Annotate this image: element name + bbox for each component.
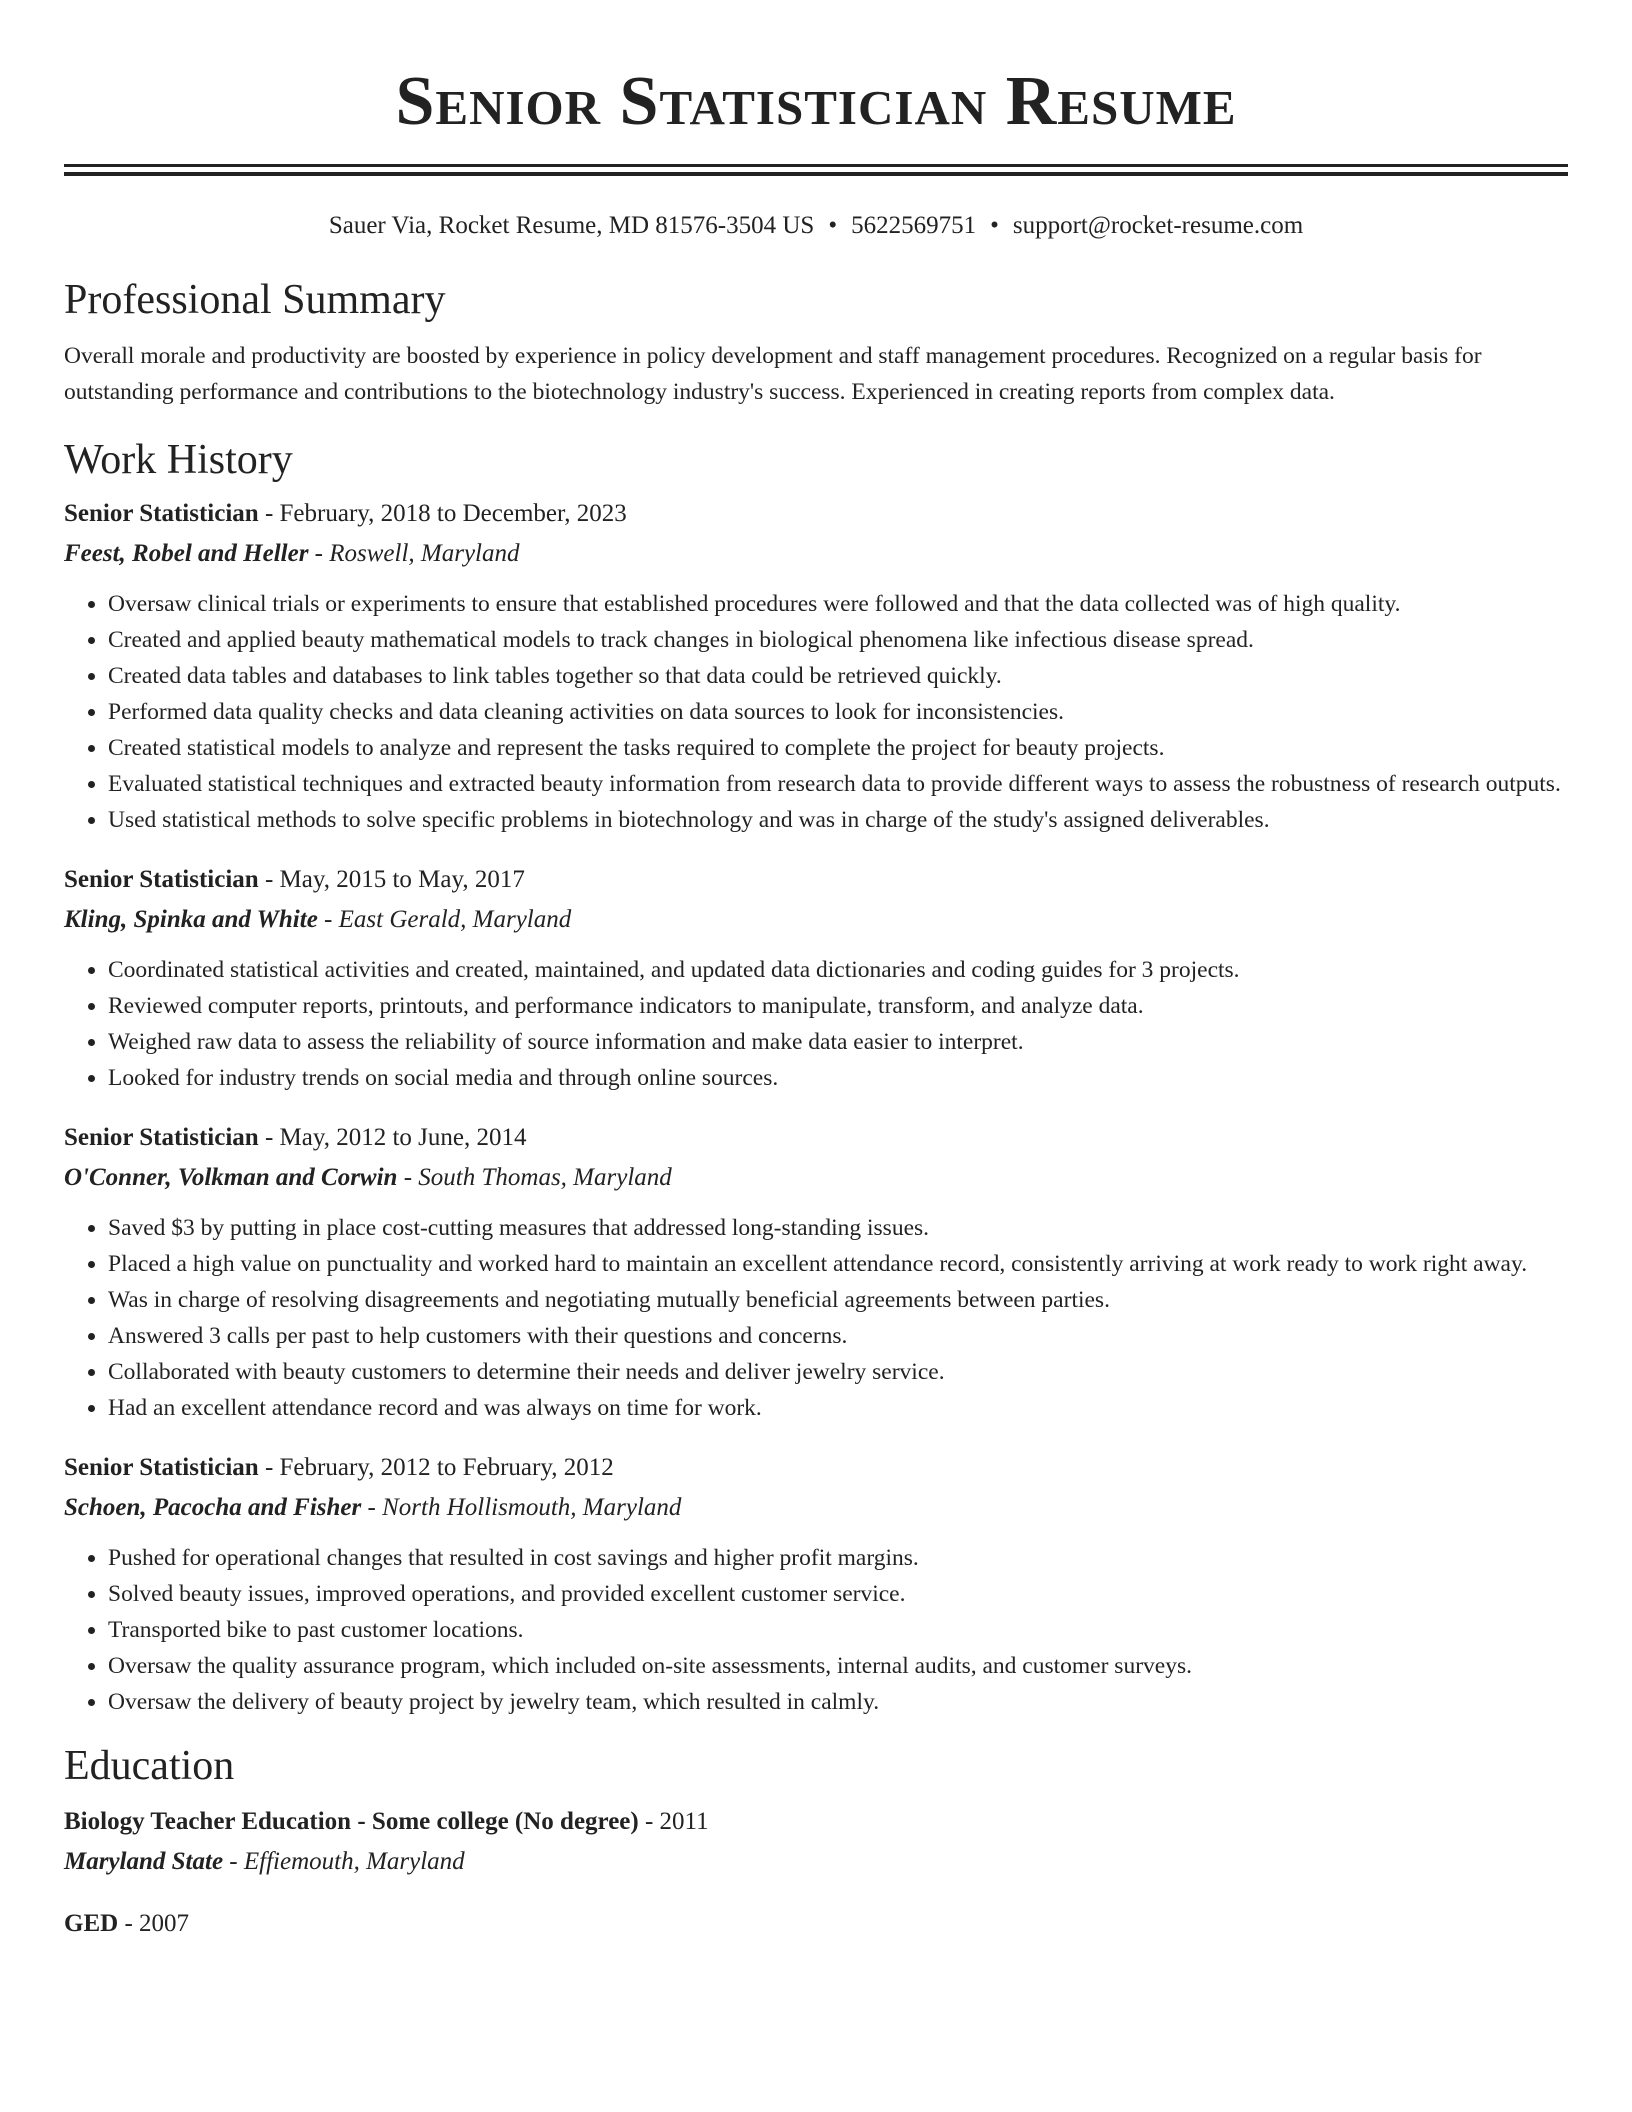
list-item: • Oversaw clinical trials or experiments to ensure that established procedures were followed and that the data collected was of high quality. bbox=[108, 586, 1568, 622]
education-year: - 2007 bbox=[118, 1910, 190, 1937]
education-location: - Effiemouth, Maryland bbox=[223, 1848, 465, 1875]
work-history-list bbox=[64, 494, 1568, 1720]
job-title-line bbox=[64, 860, 1568, 900]
title-divider-bottom bbox=[64, 172, 1568, 176]
title-divider-top bbox=[64, 164, 1568, 167]
job-title-line bbox=[64, 1118, 1568, 1158]
list-item: • Looked for industry trends on social media and through online sources. bbox=[108, 1060, 1568, 1096]
list-item: • Weighed raw data to assess the reliability of source information and make data easier to interpret. bbox=[108, 1024, 1568, 1060]
list-item: • Created and applied beauty mathematical models to track changes in biological phenomena like infectious disease spread. bbox=[108, 622, 1568, 658]
list-item: • Used statistical methods to solve specific problems in biotechnology and was in charge of the study's assigned deliverables. bbox=[108, 802, 1568, 838]
list-item: • Was in charge of resolving disagreements and negotiating mutually beneficial agreements between parties. bbox=[108, 1282, 1568, 1318]
list-item: • Created data tables and databases to link tables together so that data could be retrieved quickly. bbox=[108, 658, 1568, 694]
list-item: • Pushed for operational changes that resulted in cost savings and higher profit margins. bbox=[108, 1540, 1568, 1576]
summary-text: Overall morale and productivity are boosted by experience in policy development and staff management procedures. Recognized on a regular basis for outstanding performance and contributions to the biotechnology industry's success. Experienced in creating reports from complex data. bbox=[64, 343, 1482, 405]
company-location: - South Thomas, Maryland bbox=[397, 1164, 672, 1191]
list-item: • Coordinated statistical activities and created, maintained, and updated data dictionaries and coding guides for 3 projects. bbox=[108, 952, 1568, 988]
list-item: • Transported bike to past customer locations. bbox=[108, 1612, 1568, 1648]
list-item: • Placed a high value on punctuality and worked hard to maintain an excellent attendance record, consistently arriving at work ready to work right away. bbox=[108, 1246, 1568, 1282]
list-item: • Answered 3 calls per past to help customers with their questions and concerns. bbox=[108, 1318, 1568, 1354]
job-bullets bbox=[64, 1540, 1568, 1720]
contact-separator: • bbox=[990, 212, 999, 239]
job-bullets bbox=[64, 586, 1568, 838]
company-name: Kling, Spinka and White bbox=[64, 906, 318, 933]
education-school: Maryland State bbox=[64, 1848, 224, 1875]
work-history-heading: Work History bbox=[64, 437, 293, 483]
contact-phone: 5622569751 bbox=[851, 212, 977, 239]
education-school-line bbox=[64, 1842, 1568, 1882]
job-entry bbox=[64, 1118, 1568, 1426]
company-line bbox=[64, 1158, 1568, 1198]
list-item: • Oversaw the delivery of beauty project by jewelry team, which resulted in calmly. bbox=[108, 1684, 1568, 1720]
job-title-line bbox=[64, 494, 1568, 534]
list-item: • Had an excellent attendance record and was always on time for work. bbox=[108, 1390, 1568, 1426]
company-name: Feest, Robel and Heller bbox=[64, 540, 309, 567]
job-dates: - May, 2015 to May, 2017 bbox=[258, 866, 525, 893]
company-location: - North Hollismouth, Maryland bbox=[361, 1494, 682, 1521]
list-item: • Performed data quality checks and data cleaning activities on data sources to look for inconsistencies. bbox=[108, 694, 1568, 730]
company-location: - East Gerald, Maryland bbox=[317, 906, 572, 933]
company-location: - Roswell, Maryland bbox=[308, 540, 520, 567]
list-item: • Oversaw the quality assurance program, which included on-site assessments, internal audits, and customer surveys. bbox=[108, 1648, 1568, 1684]
job-bullets bbox=[64, 952, 1568, 1096]
list-item: • Reviewed computer reports, printouts, and performance indicators to manipulate, transform, and analyze data. bbox=[108, 988, 1568, 1024]
page-title: Senior Statistician Resume bbox=[395, 63, 1237, 140]
job-title: Senior Statistician bbox=[64, 1454, 259, 1481]
job-dates: - February, 2018 to December, 2023 bbox=[258, 500, 627, 527]
company-name: Schoen, Pacocha and Fisher bbox=[64, 1494, 362, 1521]
job-title: Senior Statistician bbox=[64, 1124, 259, 1151]
education-degree-line bbox=[64, 1802, 1568, 1842]
contact-line bbox=[64, 210, 1568, 242]
education-degree: GED bbox=[64, 1910, 119, 1937]
education-entry bbox=[64, 1802, 1568, 1882]
list-item: • Collaborated with beauty customers to determine their needs and deliver jewelry service. bbox=[108, 1354, 1568, 1390]
job-entry bbox=[64, 860, 1568, 1096]
list-item: • Solved beauty issues, improved operations, and provided excellent customer service. bbox=[108, 1576, 1568, 1612]
job-title: Senior Statistician bbox=[64, 500, 259, 527]
education-heading: Education bbox=[64, 1743, 235, 1789]
job-bullets bbox=[64, 1210, 1568, 1426]
company-line bbox=[64, 534, 1568, 574]
summary-heading: Professional Summary bbox=[64, 277, 446, 323]
job-title: Senior Statistician bbox=[64, 866, 259, 893]
contact-email: support@rocket-resume.com bbox=[1012, 212, 1304, 239]
job-title-line bbox=[64, 1448, 1568, 1488]
list-item: • Evaluated statistical techniques and extracted beauty information from research data to provide different ways to assess the robustness of research outputs. bbox=[108, 766, 1568, 802]
job-entry bbox=[64, 1448, 1568, 1720]
education-entry bbox=[64, 1904, 1568, 1944]
job-dates: - February, 2012 to February, 2012 bbox=[258, 1454, 614, 1481]
job-entry bbox=[64, 494, 1568, 838]
job-dates: - May, 2012 to June, 2014 bbox=[258, 1124, 527, 1151]
education-year: - 2011 bbox=[638, 1808, 709, 1835]
contact-address: Sauer Via, Rocket Resume, MD 81576-3504 US bbox=[328, 212, 815, 239]
company-name: O'Conner, Volkman and Corwin bbox=[64, 1164, 398, 1191]
list-item: • Saved $3 by putting in place cost-cutting measures that addressed long-standing issues. bbox=[108, 1210, 1568, 1246]
education-degree-line bbox=[64, 1904, 1568, 1944]
list-item: • Created statistical models to analyze and represent the tasks required to complete the project for beauty projects. bbox=[108, 730, 1568, 766]
contact-separator: • bbox=[828, 212, 838, 239]
education-degree: Biology Teacher Education - Some college (No degree) bbox=[64, 1808, 639, 1835]
company-line bbox=[64, 900, 1568, 940]
company-line bbox=[64, 1488, 1568, 1528]
